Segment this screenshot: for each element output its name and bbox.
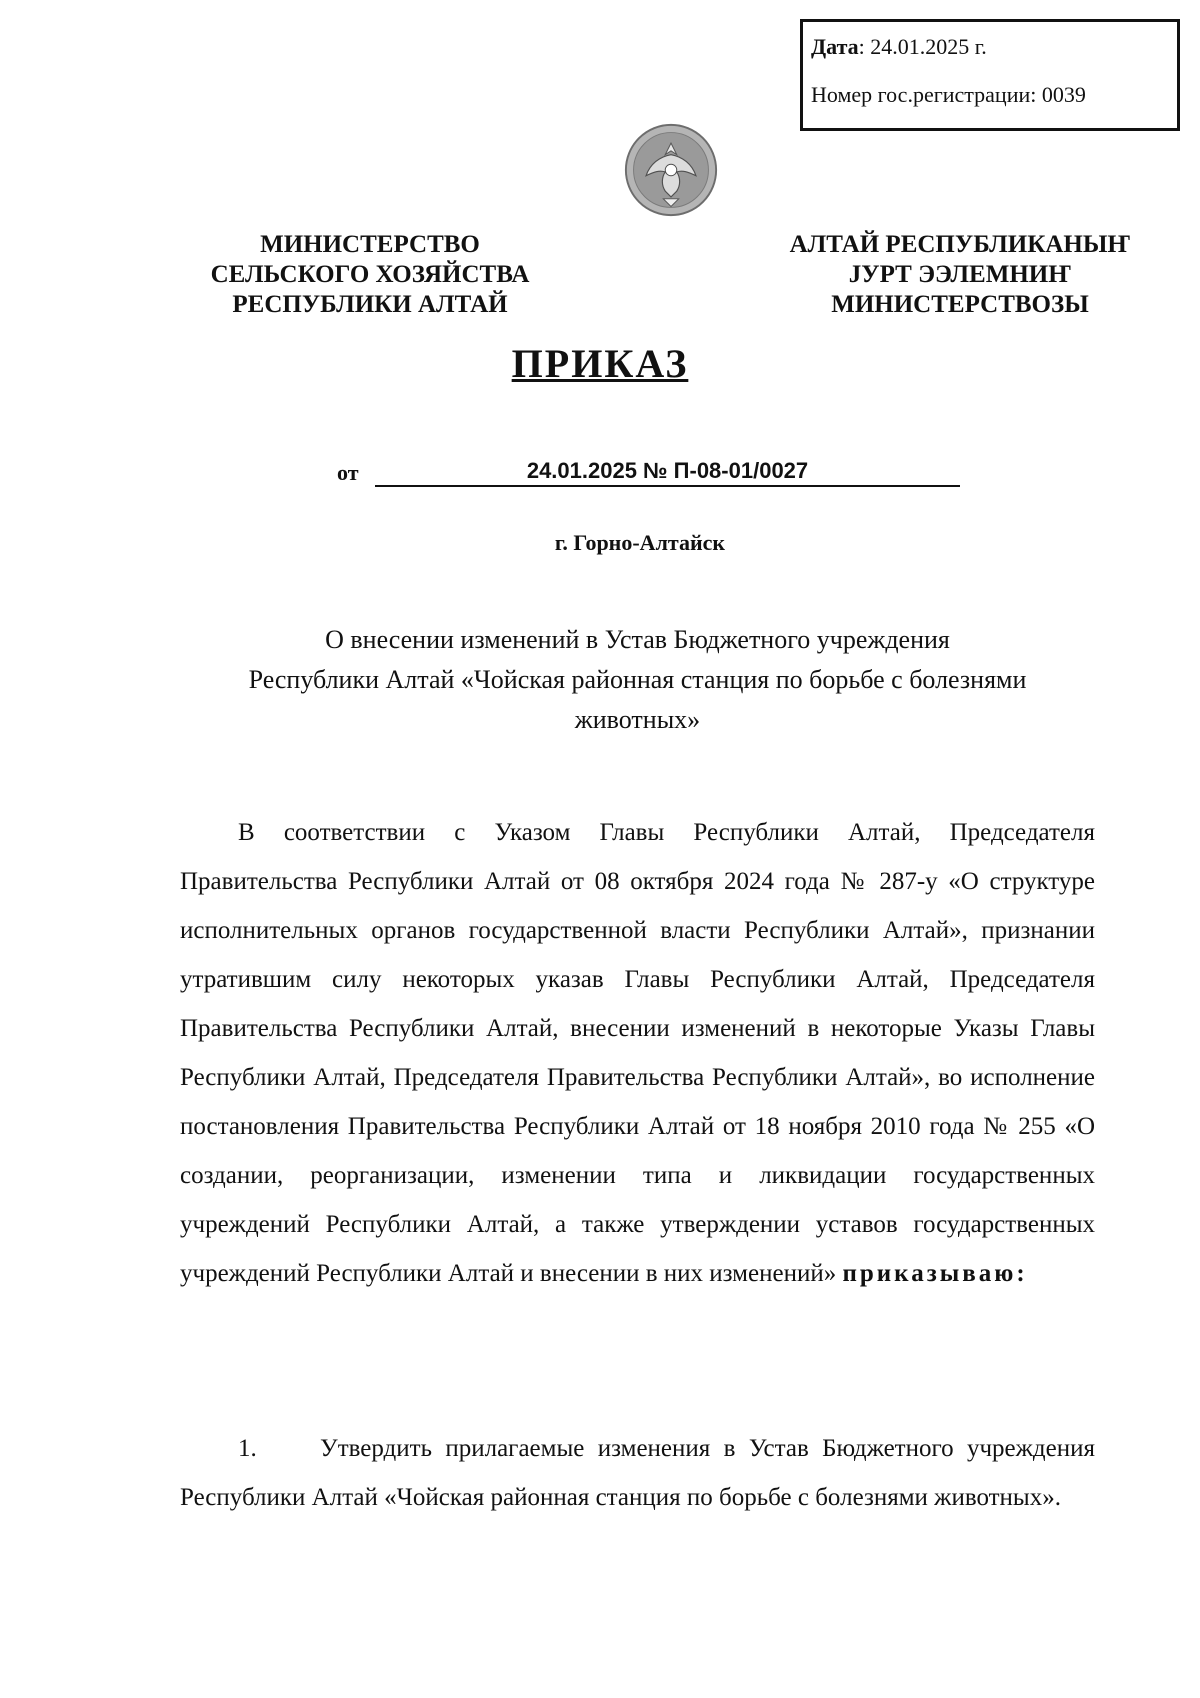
body-item-1	[180, 1424, 1095, 1522]
registration-number-label: Номер гос.регистрации	[811, 82, 1031, 107]
order-date-number: 24.01.2025 № П-08-01/0027	[375, 458, 960, 487]
ministry-right-line-2: ЈУРТ ЭЭЛЕМНИҤ	[848, 261, 1072, 288]
preamble-order-word: приказываю:	[842, 1260, 1028, 1287]
registration-date-value: : 24.01.2025 г.	[858, 34, 987, 59]
registration-number-value: : 0039	[1030, 82, 1086, 107]
subject-line-3: животных»	[574, 705, 701, 734]
item-1-number: 1.	[238, 1435, 257, 1462]
order-subject	[180, 620, 1095, 740]
body-paragraph-preamble	[180, 808, 1095, 1298]
ministry-right-line-1: АЛТАЙ РЕСПУБЛИКАНЫҤ	[789, 231, 1131, 258]
registration-date-label: Дата	[811, 34, 859, 59]
coat-of-arms-icon	[623, 122, 719, 218]
document-title: ПРИКАЗ	[511, 341, 689, 386]
ministry-left-line-2: СЕЛЬСКОГО ХОЗЯЙСТВА	[210, 261, 530, 288]
ministry-name-altai	[760, 230, 1160, 320]
ministry-left-line-1: МИНИСТЕРСТВО	[260, 231, 480, 258]
subject-line-1: О внесении изменений в Устав Бюджетного учреждения	[325, 625, 950, 654]
registration-number-row	[811, 84, 1177, 106]
ministry-name-russian	[170, 230, 570, 320]
ministry-left-line-3: РЕСПУБЛИКИ АЛТАЙ	[232, 291, 508, 318]
ministry-right-line-3: МИНИСТЕРСТВОЗЫ	[831, 291, 1089, 318]
registration-stamp-box	[800, 19, 1180, 131]
subject-line-2: Республики Алтай «Чойская районная станция по борьбе с болезнями	[248, 665, 1027, 694]
order-from-label: от	[337, 460, 359, 485]
item-1-text: Утвердить прилагаемые изменения в Устав Бюджетного учреждения Республики Алтай «Чойская районная станция по борьбе с болезнями животных».	[180, 1435, 1095, 1511]
registration-date-row	[811, 36, 1177, 58]
preamble-text: В соответствии с Указом Главы Республики Алтай, Председателя Правительства Республики Алтай от 08 октября 2024 года № 287-у «О структуре исполнительных органов государственной власти Республики Алтай», признании утратившим силу некоторых указав Главы Республики Алтай, Председателя Правительства Республики Алтай, внесении изменений в некоторые Указы Главы Республики Алтай, Председателя Правительства Республики Алтай», во исполнение постановления Правительства Республики Алтай от 18 ноября 2010 года № 255 «О создании, реорганизации, изменении типа и ликвидации государственных учреждений Республики Алтай, а также утверждении уставов государственных учреждений Республики Алтай и внесении в них изменений»	[180, 819, 1095, 1287]
order-city: г. Горно-Алтайск	[554, 530, 726, 555]
